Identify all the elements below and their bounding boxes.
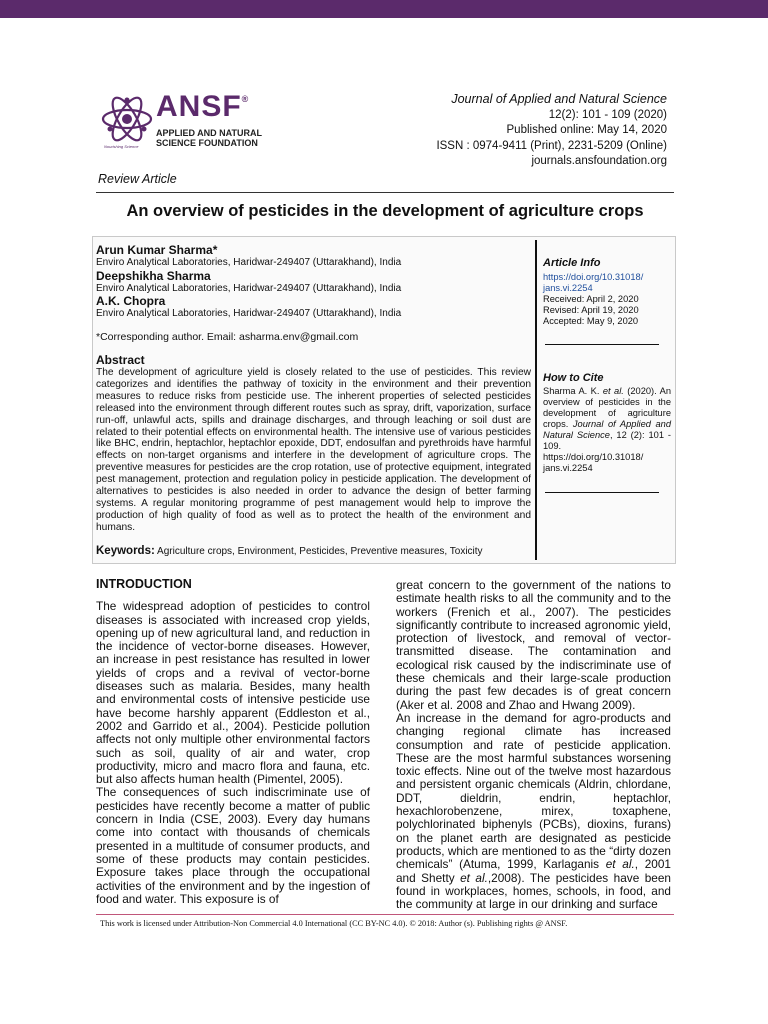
- atom-logo-icon: [100, 92, 154, 146]
- citation-doi-link[interactable]: https://doi.org/10.31018/ jans.vi.2254: [543, 452, 644, 473]
- revised-date: Revised: April 19, 2020: [543, 305, 639, 315]
- keywords-label: Keywords:: [96, 545, 155, 557]
- abstract-heading: Abstract: [96, 353, 145, 367]
- author-list: [96, 244, 536, 321]
- journal-name: Journal of Applied and Natural Science: [451, 92, 667, 106]
- divider: [96, 192, 674, 193]
- published-date: Published online: May 14, 2020: [506, 124, 667, 136]
- article-type: Review Article: [98, 172, 177, 186]
- journal-website[interactable]: journals.ansfoundation.org: [531, 155, 667, 167]
- license-text: This work is licensed under Attribution-Non Commercial 4.0 International (CC BY-NC 4.0). © 2018: Author (s). Publishing rights @ ANSF.: [100, 919, 568, 928]
- side-divider: [545, 492, 659, 493]
- article-info-heading: Article Info: [543, 257, 601, 269]
- journal-header: [436, 92, 667, 170]
- top-color-bar: [0, 0, 768, 18]
- citation-text: Sharma A. K. et al. (2020). An overview of pesticides in the development of agriculture crops. Journal of Applied and Natural Science, 12 (2): 101 - 109.: [543, 386, 672, 451]
- author-affiliation: Enviro Analytical Laboratories, Haridwar-249407 (Uttarakhand), India: [96, 257, 402, 268]
- ansf-logo: [100, 92, 270, 152]
- author-affiliation: Enviro Analytical Laboratories, Haridwar-249407 (Uttarakhand), India: [96, 282, 402, 294]
- accepted-date: Accepted: May 9, 2020: [543, 316, 639, 326]
- paper-title: An overview of pesticides in the development of agriculture crops: [126, 202, 644, 220]
- paragraph: An increase in the demand for agro-products and changing regional climate has increased consumption and rate of pesticide application. These are the most harmful substances worsening toxic effects. Nine out of the twelve most hazardous and persistent organic chemicals (Aldrin, chlordane, DDT, dieldrin, endrin, heptachlor, hexachlorobenzene, mirex, toxaphene, polychlorinated biphenyls (PCBs), dioxins, furans) on the planet earth are designated as pesticide products, which are mentioned to as the “dirty dozen chemicals” (Atuma, 1999, Karlaganis et al., 2001 and Shetty et al.,2008). The pesticides have been found in workplaces, homes, schools, in food, and the community at large in our drinking and surface: [396, 710, 671, 912]
- keywords-text: Agriculture crops, Environment, Pesticides, Preventive measures, Toxicity: [157, 546, 483, 557]
- doi-link[interactable]: https://doi.org/10.31018/ jans.vi.2254: [543, 272, 644, 293]
- logo-name: ANSF®: [156, 90, 250, 123]
- journal-volume: 12(2): 101 - 109 (2020): [548, 108, 667, 121]
- how-to-cite-heading: How to Cite: [543, 372, 604, 384]
- how-to-cite: [543, 373, 671, 474]
- logo-subtitle: APPLIED AND NATURAL SCIENCE FOUNDATION: [156, 128, 262, 148]
- body-column-left: [96, 578, 370, 906]
- author-name: Deepshikha Sharma: [96, 268, 211, 283]
- paragraph: great concern to the government of the nations to estimate health risks to all the community and to the workers (Frenich et al., 2007). The pesticides significantly contribute to increased agronomic yield, protection of livestock, and removal of vector-transmitted disease. The contamination and ecological risk caused by the indiscriminate use of these chemicals and their large-scale production during the past few decades is of great concern (Aker et al. 2008 and Zhao and Hwang 2009).: [396, 578, 671, 712]
- footer-rule: [96, 914, 674, 915]
- body-column-right: [396, 579, 671, 911]
- keywords: [96, 545, 483, 557]
- abstract-text: The development of agriculture yield is closely related to the use of pesticides. This review categorizes and identifies the pathway of toxicity in the environment and their prevention measures to reduce risks from pesticide use. The inherent properties of selected pesticides released into the environment through different routes such as spray, drift, vaporization, surface run-off, unlawful acts, spills and drainage discharges, and through leaching or soil dust are related to their potential effects on environmental health. The intensive use of various pesticides like BHC, endrin, heptachlor, heptachlor epoxide, DDT, endosulfan and pyrethroids have harmful effects on non-target organisms and interfere in the development of agriculture crops. The preventive measures for pesticides are the crop rotation, use of protective equipment, integrated pest management, protection and regulation policy in pesticide application. The development of alternatives to pesticides is also needed in order to advance the design of better farming systems. A regular monitoring programme of pest management would help to improve the production of high quality of food as well as to protect the health of the environment and humans.: [96, 367, 531, 533]
- author-affiliation: Enviro Analytical Laboratories, Haridwar-249407 (Uttarakhand), India: [96, 308, 402, 319]
- issn: ISSN : 0974-9411 (Print), 2231-5209 (Online): [436, 139, 667, 152]
- logo-tagline: Nourishing Science: [104, 144, 139, 149]
- article-info: [543, 258, 673, 327]
- author-name: A.K. Chopra: [96, 294, 166, 308]
- paragraph: The consequences of such indiscriminate use of pesticides have recently become a matter of public concern in India (CSE, 2003). Every day humans come into contact with thousands of chemicals presented in a multitude of consumer products, and some of these products may contain pesticides. Exposure takes place through the occupational activities of the environment and by the ingestion of food and water. This exposure is of: [96, 785, 370, 906]
- paragraph: The widespread adoption of pesticides to control diseases is associated with increased crop yields, opening up of new agricultural land, and reduction in the incidence of vector-borne diseases. However, an increase in pest resistance has resulted in lower yields of crops and a revival of vector-borne diseases such as malaria. Besides, many health and environmental costs of intensive pesticide use have become harshly apparent (Eddleston et al., 2002 and Garrido et al., 2004). Pesticide pollution affects not only multiple other environmental factors such as soil, quality of air and water, crop productivity, micro and macro flora and fauna, etc. but also affects human health (Pimentel, 2005).: [96, 599, 370, 787]
- side-divider: [545, 344, 659, 345]
- author-name: Arun Kumar Sharma*: [96, 243, 218, 257]
- received-date: Received: April 2, 2020: [543, 294, 639, 304]
- section-heading: INTRODUCTION: [96, 577, 192, 591]
- corresponding-author: *Corresponding author. Email: asharma.env@gmail.com: [96, 331, 359, 343]
